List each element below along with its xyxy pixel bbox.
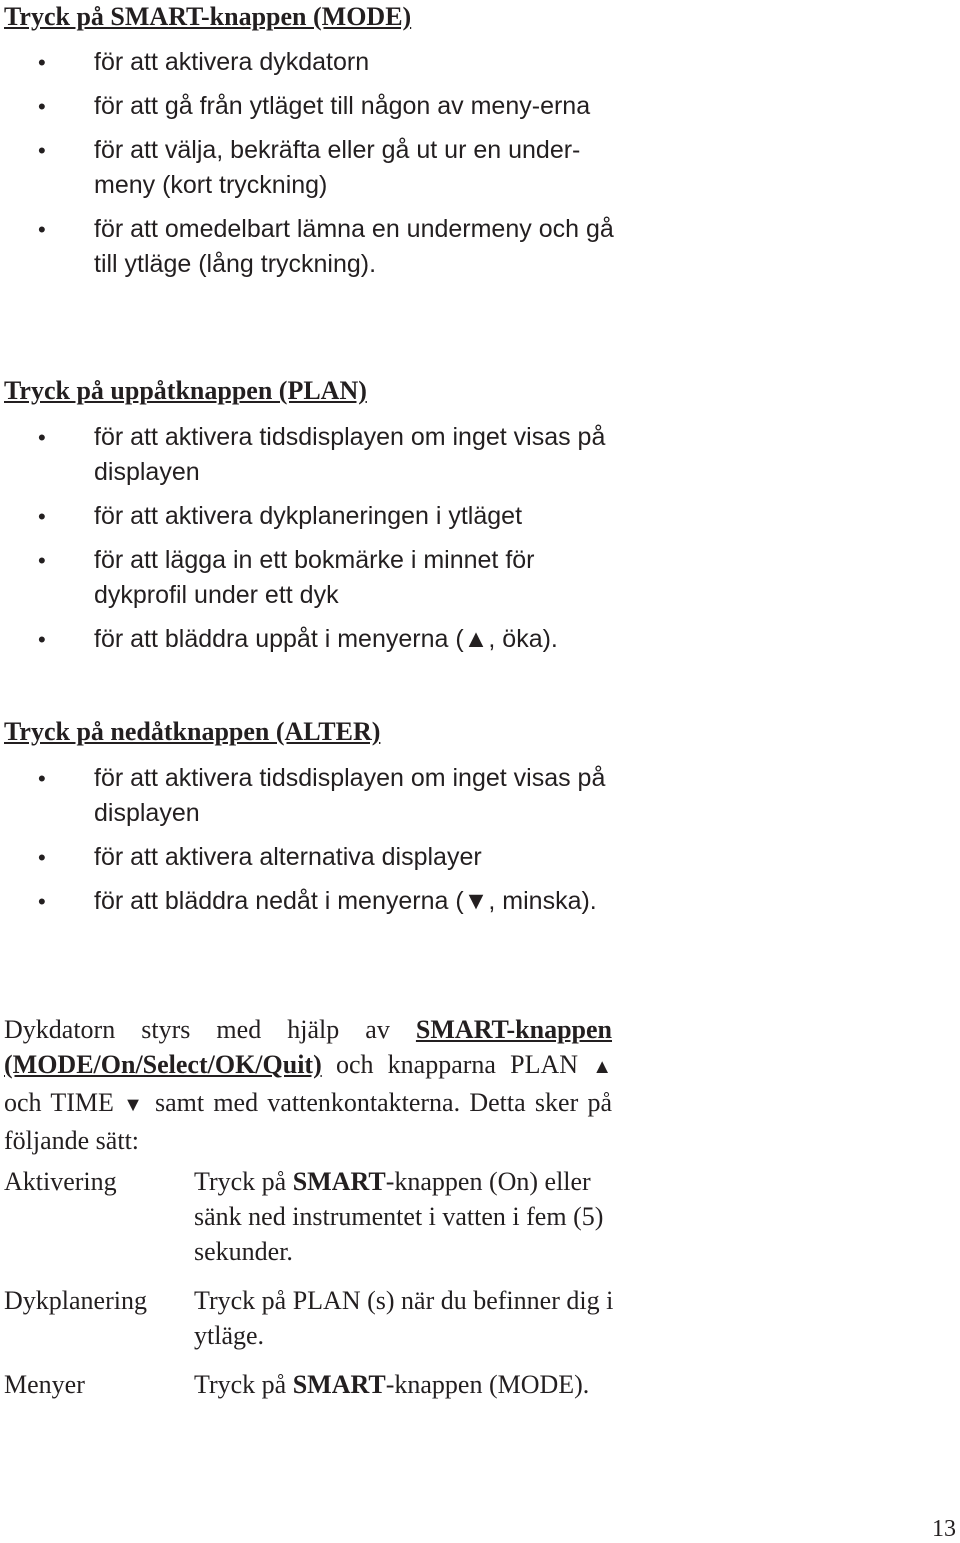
section-heading-mode: Tryck på SMART-knappen (MODE) [4, 2, 412, 31]
desc-dive-planning: Tryck på PLAN (s) när du befinner dig i ytläge. [194, 1286, 614, 1350]
operation-table [4, 1164, 944, 1416]
mode-options-link: (MODE/On/Select/OK/Quit) [4, 1050, 322, 1079]
mode-bullet-list [4, 45, 944, 291]
term-dive-planning: Dykplanering [4, 1286, 147, 1315]
bullet-icon: • [38, 766, 46, 791]
down-triangle-icon: ▼ [123, 1094, 146, 1116]
list-item: • för att lägga in ett bokmärke i minnet för dykprofil under ett dyk [4, 543, 614, 613]
bullet-icon: • [38, 50, 46, 75]
list-item: • för att aktivera dykdatorn [4, 45, 614, 80]
desc-activation: Tryck på SMART-knappen (On) eller sänk ned instrumentet i vatten i fem (5) sekunder. [194, 1167, 604, 1266]
bullet-icon: • [38, 845, 46, 870]
table-row [4, 1283, 944, 1353]
bullet-icon: • [38, 548, 46, 573]
list-item: • för att välja, bekräfta eller gå ut ur en under-meny (kort tryckning) [4, 133, 614, 203]
intro-paragraph: Dykdatorn styrs med hjälp av SMART-knappen (MODE/On/Select/OK/Quit) och knapparna PLAN ▲ och TIME ▼ samt med vattenkontakterna. Detta sker på följande sätt: [4, 1015, 613, 1155]
alter-bullet-list [4, 761, 944, 928]
table-row [4, 1367, 944, 1402]
bullet-icon: • [38, 94, 46, 119]
term-menus: Menyer [4, 1370, 85, 1399]
desc-menus: Tryck på SMART-knappen (MODE). [194, 1370, 590, 1399]
list-item: • för att gå från ytläget till någon av meny-erna [4, 89, 614, 124]
term-activation: Aktivering [4, 1167, 117, 1196]
list-item: • för att bläddra nedåt i menyerna (▼, minska). [4, 884, 614, 919]
bullet-icon: • [38, 627, 46, 652]
list-item: • för att omedelbart lämna en undermeny och gå till ytläge (lång tryckning). [4, 212, 614, 282]
section-heading-alter: Tryck på nedåtknappen (ALTER) [4, 717, 381, 746]
smart-knappen-link: SMART-knappen [415, 1015, 613, 1044]
table-row [4, 1164, 944, 1269]
bullet-icon: • [38, 889, 46, 914]
bullet-icon: • [38, 504, 46, 529]
list-item: • för att aktivera tidsdisplayen om inget visas på displayen [4, 761, 614, 831]
bullet-icon: • [38, 425, 46, 450]
up-triangle-icon: ▲ [592, 1056, 613, 1078]
list-item: • för att aktivera tidsdisplayen om inget visas på displayen [4, 420, 614, 490]
plan-bullet-list [4, 420, 944, 666]
bullet-icon: • [38, 217, 46, 242]
list-item: • för att aktivera alternativa displayer [4, 840, 614, 875]
bullet-icon: • [38, 138, 46, 163]
list-item: • för att aktivera dykplaneringen i ytläget [4, 499, 614, 534]
page-number: 13 [932, 1516, 956, 1542]
section-heading-plan: Tryck på uppåtknappen (PLAN) [4, 376, 367, 405]
list-item: • för att bläddra uppåt i menyerna (▲, öka). [4, 622, 614, 657]
